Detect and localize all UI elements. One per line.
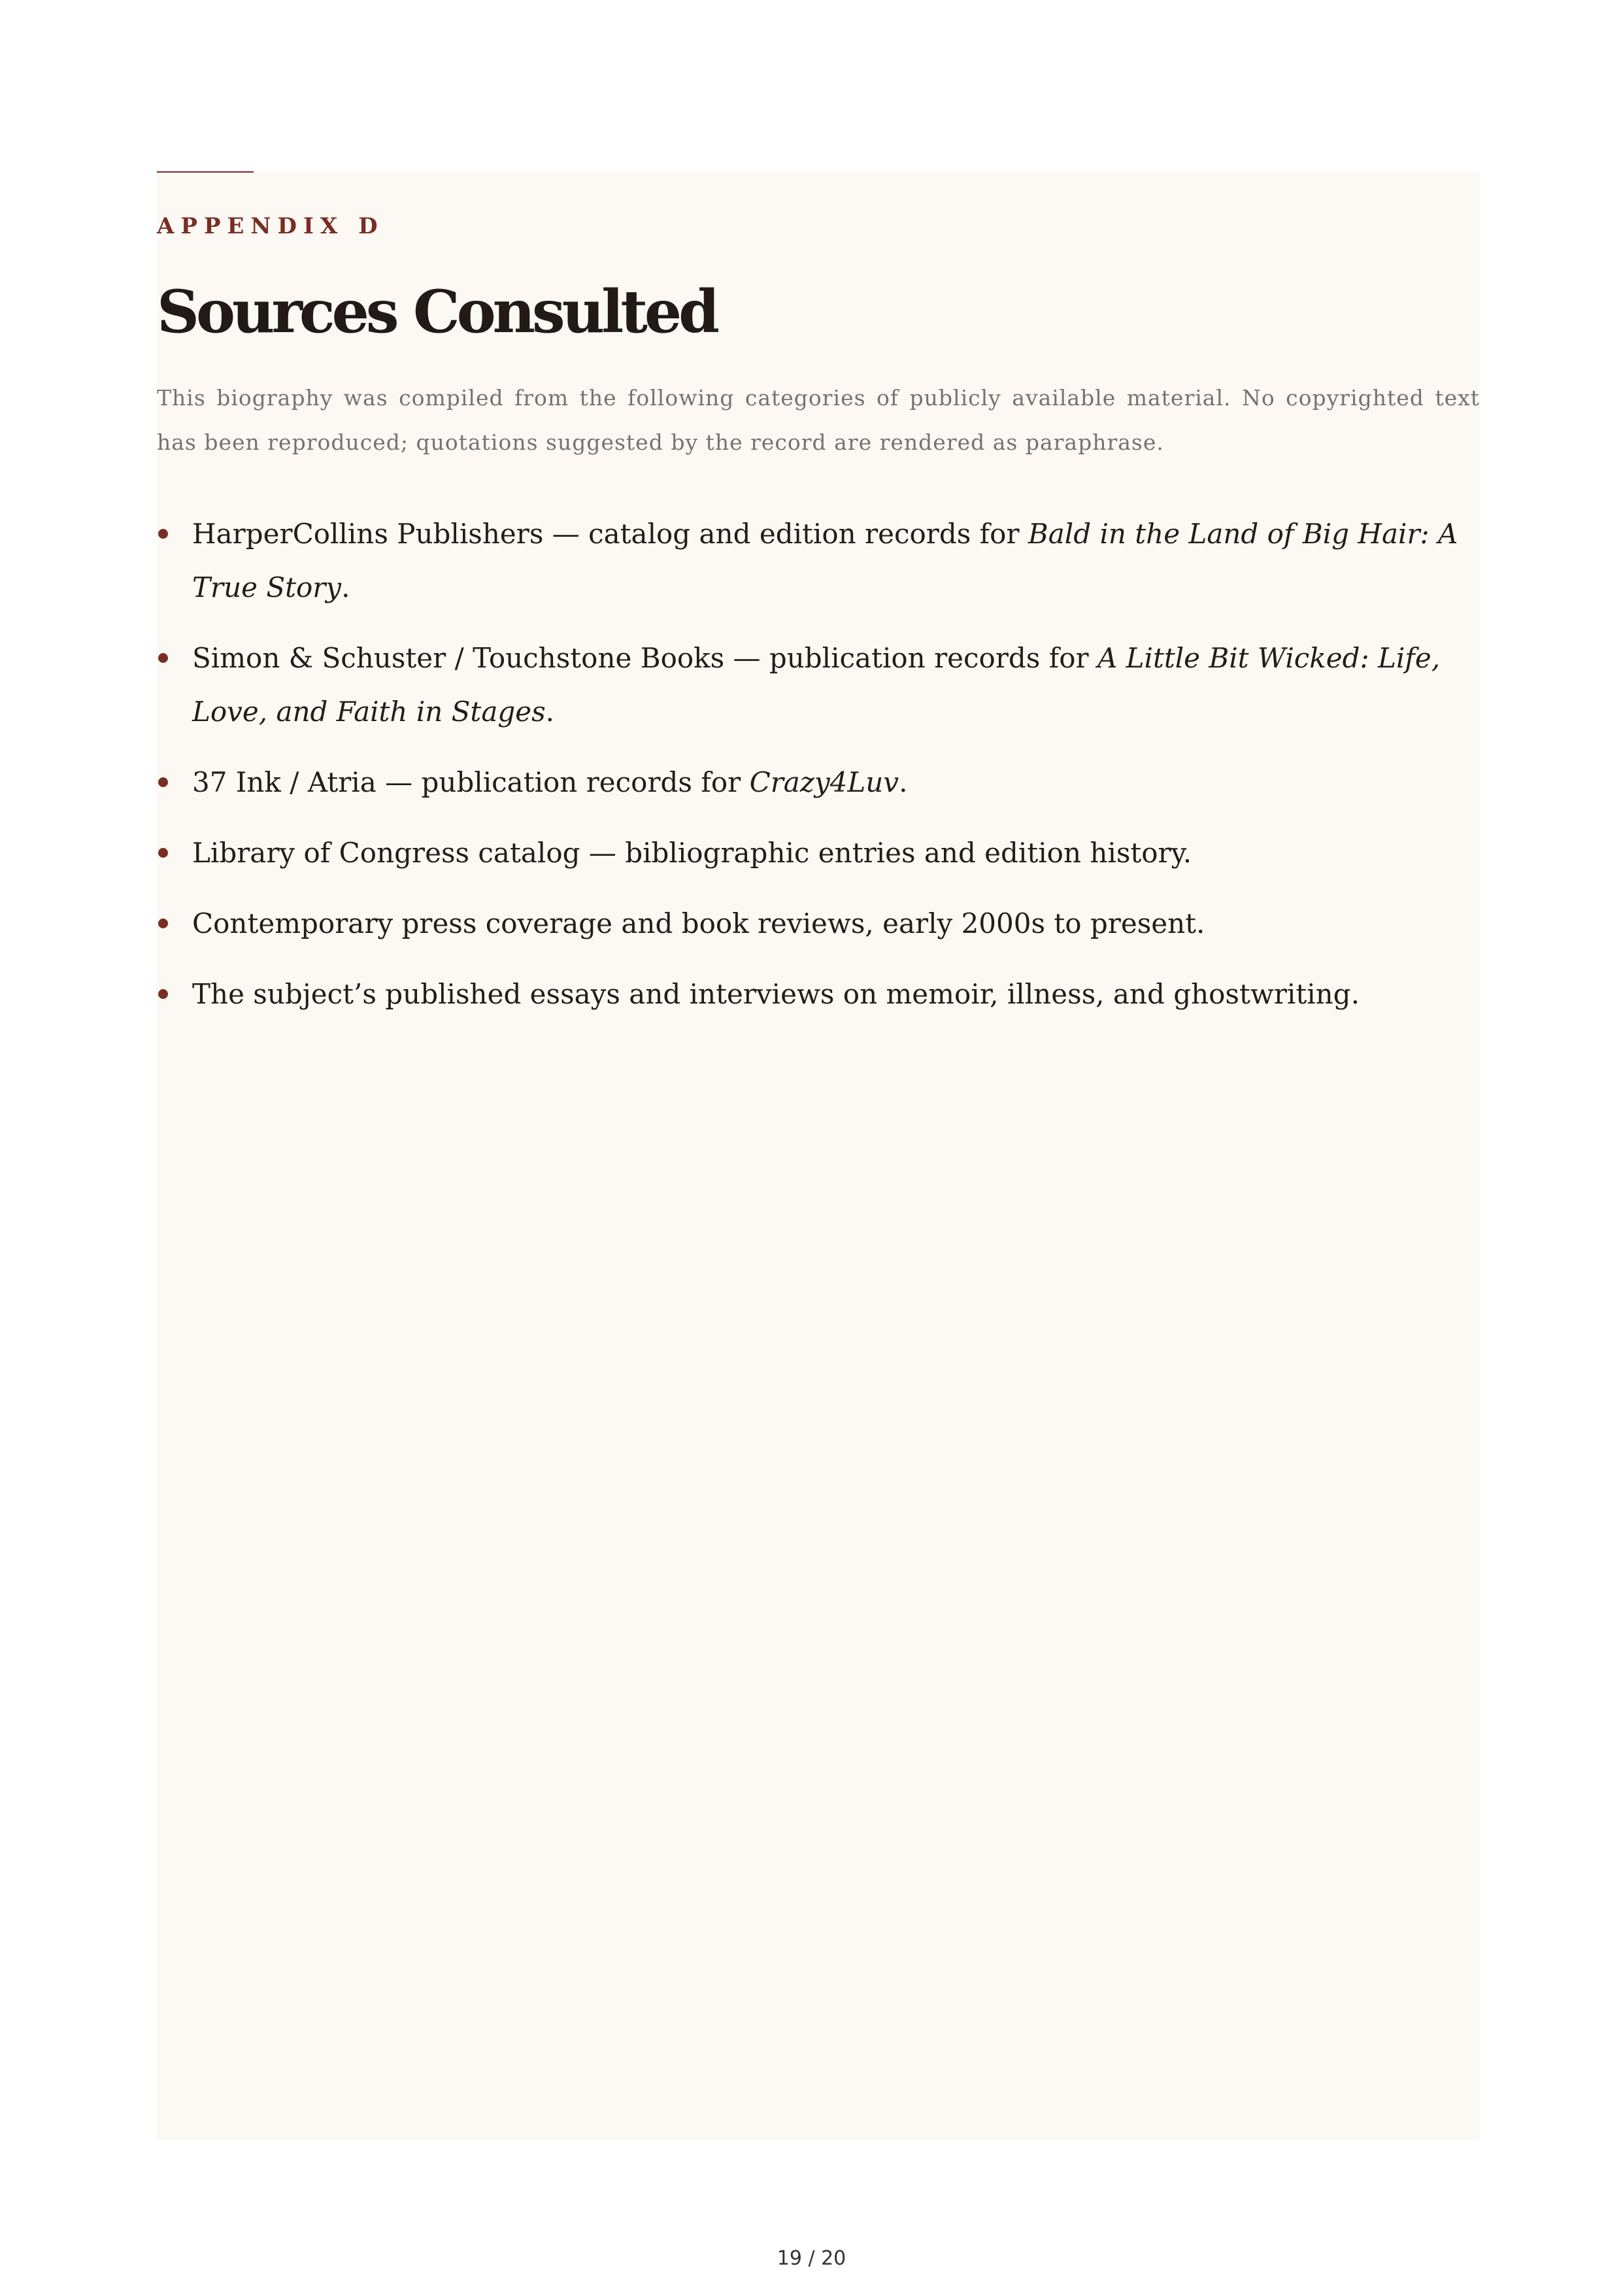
intro-paragraph: This biography was compiled from the following categories of publicly available material. No copyrighted text has been reproduced; quotations suggested by the record are rendered as paraphrase. — [157, 385, 1480, 455]
source-work-title: A Little Bit Wicked: Life, Love, and Faith in Stages — [192, 642, 1441, 728]
source-description: Simon & Schuster / Touchstone Books — publication records for — [192, 642, 1097, 674]
page-number: 19 / 20 — [777, 2247, 846, 2270]
source-punctuation: . — [545, 696, 555, 728]
source-item — [157, 826, 1464, 880]
source-description: The subject’s published essays and interviews on memoir, illness, and ghostwriting. — [192, 978, 1360, 1010]
source-item — [157, 507, 1464, 615]
source-description: Contemporary press coverage and book reviews, early 2000s to present. — [192, 907, 1205, 939]
source-work-title: Crazy4Luv — [749, 766, 899, 798]
source-item — [157, 968, 1464, 1021]
source-work-title: Bald in the Land of Big Hair: A True Story — [192, 518, 1458, 603]
source-item — [157, 756, 1464, 809]
source-description: 37 Ink / Atria — publication records for — [192, 766, 750, 798]
content-panel — [157, 173, 1480, 2140]
bullet-icon — [158, 529, 168, 539]
bullet-icon — [158, 989, 168, 999]
page-title: Sources Consulted — [157, 277, 717, 346]
appendix-label: APPENDIX D — [157, 213, 384, 239]
source-item — [157, 632, 1464, 739]
bullet-icon — [158, 653, 168, 663]
source-description: Library of Congress catalog — bibliographic entries and edition history. — [192, 837, 1192, 869]
source-description: HarperCollins Publishers — catalog and edition records for — [192, 518, 1028, 550]
source-punctuation: . — [899, 766, 908, 798]
bullet-icon — [158, 919, 168, 928]
sources-list — [157, 507, 1464, 1038]
source-item — [157, 897, 1464, 951]
source-punctuation: . — [341, 571, 350, 603]
bullet-icon — [158, 777, 168, 787]
bullet-icon — [158, 848, 168, 858]
